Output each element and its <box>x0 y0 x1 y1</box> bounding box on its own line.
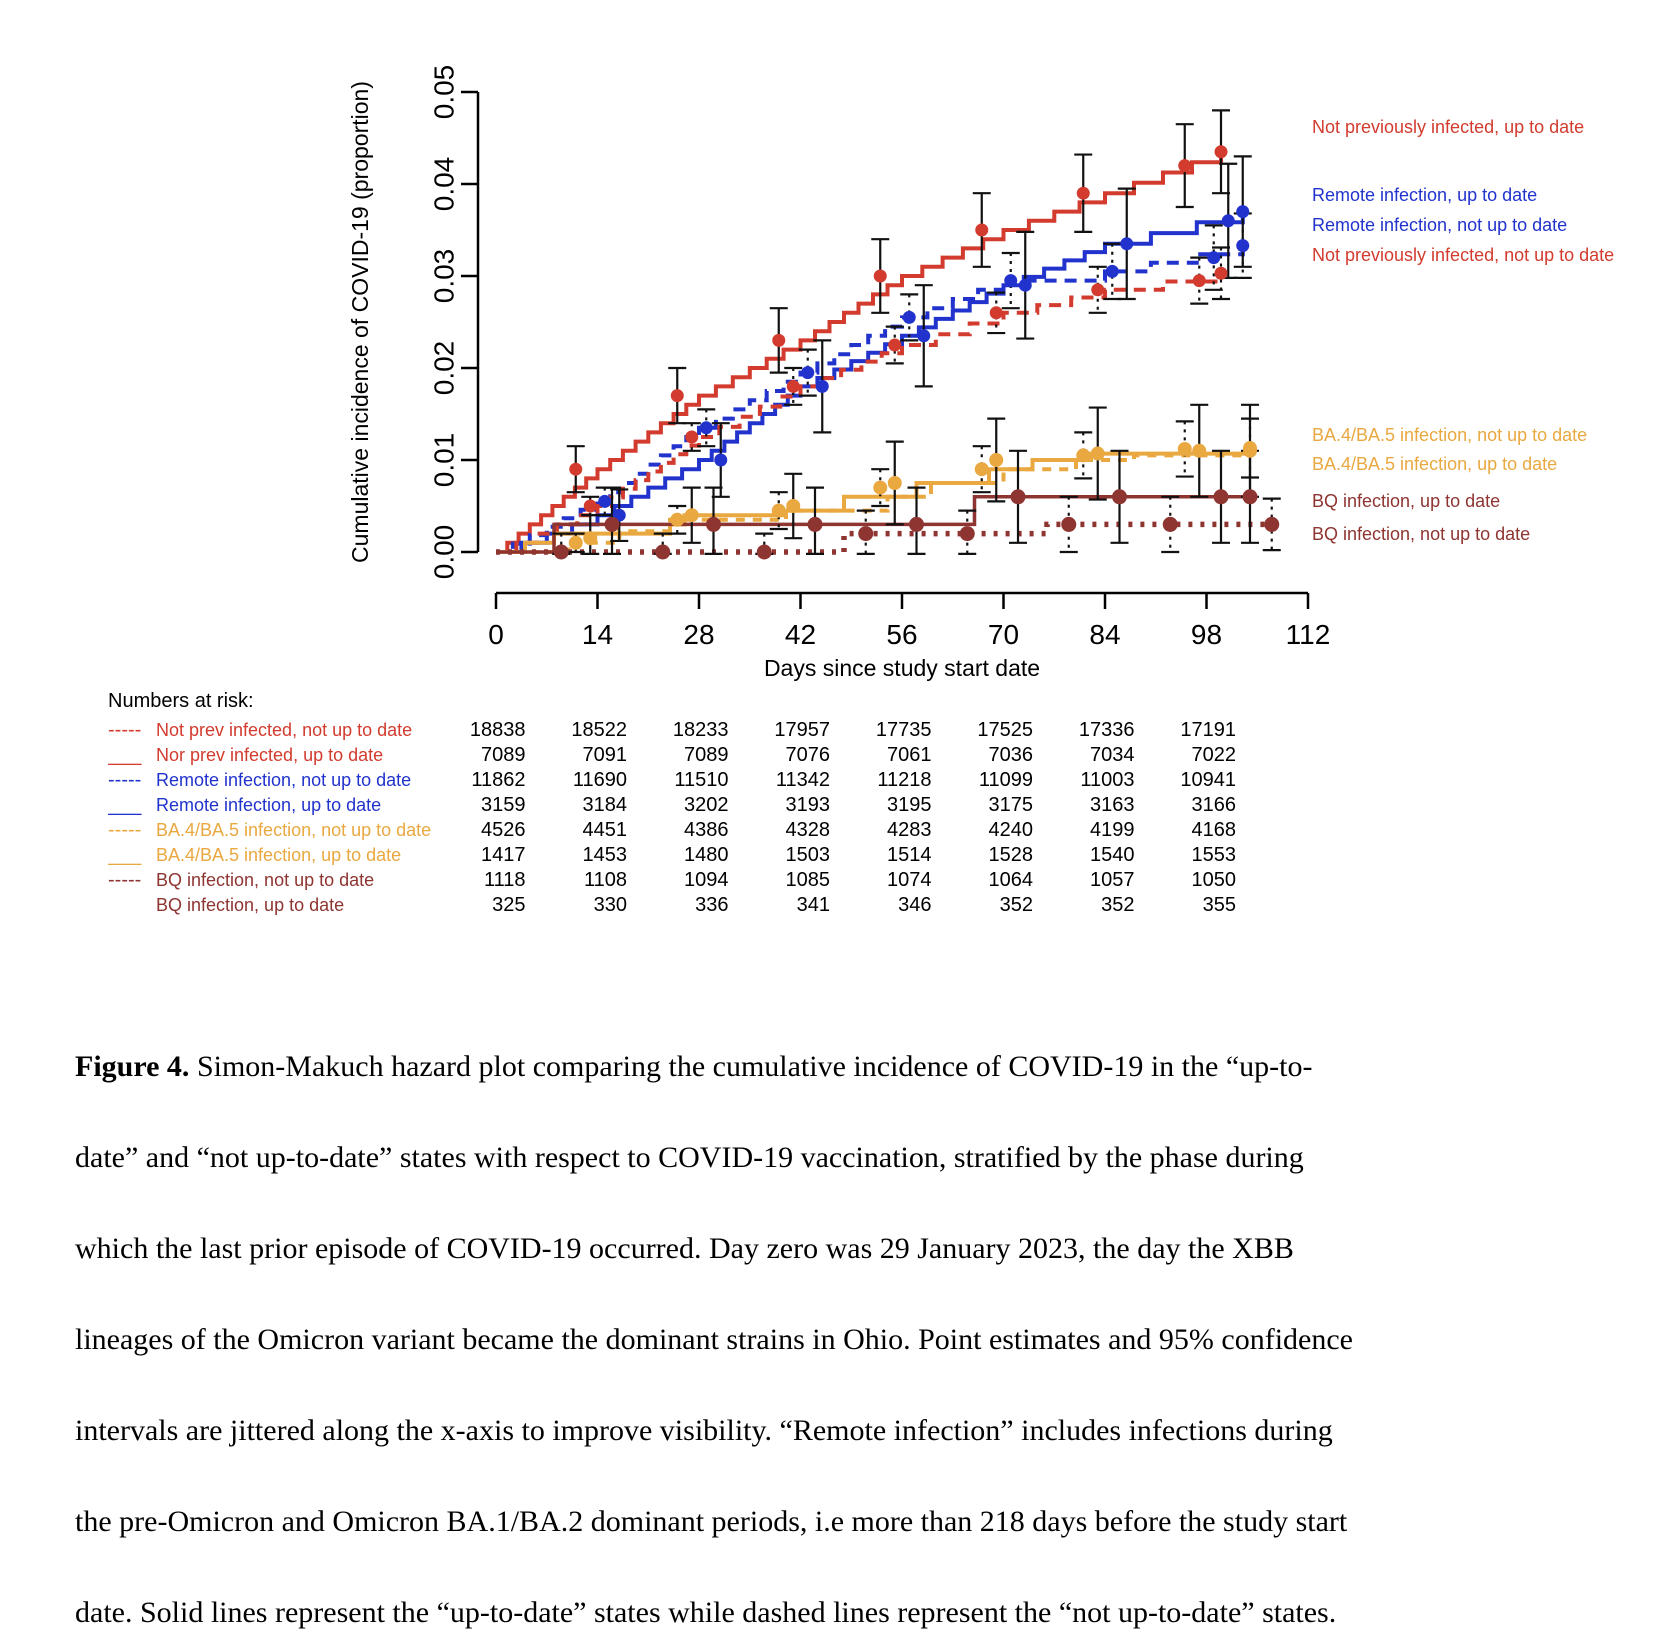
risk-row-line-sample: ___ <box>108 844 142 866</box>
risk-count: 18233 <box>672 719 729 741</box>
point-estimate <box>1178 442 1192 456</box>
risk-count: 11342 <box>775 769 830 791</box>
point-estimate <box>873 481 887 495</box>
risk-count: 17957 <box>774 719 830 741</box>
point-estimate <box>671 389 684 402</box>
point-estimate <box>1222 214 1235 227</box>
point-estimate <box>808 517 823 532</box>
risk-count: 7061 <box>887 744 932 766</box>
point-estimate <box>1112 489 1127 504</box>
point-estimate <box>975 462 989 476</box>
risk-count: 1064 <box>988 869 1033 891</box>
numbers-at-risk-row <box>108 768 1236 793</box>
point-estimate <box>1091 447 1105 461</box>
point-estimate <box>874 270 887 283</box>
risk-count: 7091 <box>582 744 627 766</box>
point-estimate <box>787 380 800 393</box>
point-estimate <box>1214 489 1229 504</box>
point-estimate <box>1011 489 1026 504</box>
legend-item-ba45-up-to-date: BA.4/BA.5 infection, up to date <box>1312 454 1558 474</box>
legend-item-bq-up-to-date: BQ infection, up to date <box>1312 491 1501 511</box>
point-estimate <box>888 476 902 490</box>
risk-row-line-sample: ___ <box>108 794 142 816</box>
point-estimate <box>1019 279 1032 292</box>
risk-count: 4240 <box>988 819 1033 841</box>
risk-count: 1074 <box>887 869 932 891</box>
risk-count: 3159 <box>481 794 526 816</box>
x-tick-label: 56 <box>886 619 918 650</box>
point-estimate <box>706 517 721 532</box>
risk-row-label: Nor prev infected, up to date <box>156 745 384 765</box>
point-estimate <box>569 536 583 550</box>
risk-count: 3193 <box>785 794 830 816</box>
point-estimate <box>1106 265 1119 278</box>
legend-item-remote-infection-up-to-date: Remote infection, up to date <box>1312 185 1538 205</box>
point-estimate <box>989 453 1003 467</box>
point-estimate <box>1236 205 1249 218</box>
risk-count: 355 <box>1202 894 1236 916</box>
risk-count: 11510 <box>674 769 729 791</box>
risk-count: 1057 <box>1090 869 1135 891</box>
caption-line: which the last prior episode of COVID-19 occurred. Day zero was 29 January 2023, the day the XBB <box>75 1232 1294 1265</box>
risk-count: 11862 <box>471 769 526 791</box>
point-estimate <box>655 545 670 560</box>
numbers-at-risk-title: Numbers at risk: <box>108 690 254 712</box>
risk-count: 1094 <box>684 869 729 891</box>
risk-count: 1050 <box>1191 869 1236 891</box>
risk-count: 17191 <box>1180 719 1236 741</box>
numbers-at-risk-table <box>108 718 1236 918</box>
risk-count: 1503 <box>785 844 830 866</box>
numbers-at-risk-row <box>108 843 1236 868</box>
risk-count: 3166 <box>1191 794 1236 816</box>
risk-row-line-sample: ----- <box>108 819 142 841</box>
caption-line: lineages of the Omicron variant became the dominant strains in Ohio. Point estimates and 95% confidence <box>75 1323 1353 1356</box>
risk-count: 1480 <box>684 844 729 866</box>
series-line <box>496 152 1221 552</box>
point-estimate <box>888 339 901 352</box>
caption-line-text: Simon-Makuch hazard plot comparing the cumulative incidence of COVID-19 in the “up-to- <box>189 1050 1313 1083</box>
risk-count: 4526 <box>481 819 526 841</box>
point-estimate <box>816 380 829 393</box>
risk-count: 1085 <box>785 869 830 891</box>
point-estimate <box>569 463 582 476</box>
figure-caption <box>75 1050 1620 1634</box>
risk-row-line-sample: ----- <box>108 719 142 741</box>
x-tick-label: 98 <box>1190 619 1223 650</box>
risk-count: 10941 <box>1180 769 1236 791</box>
x-tick-label: 28 <box>683 619 715 650</box>
x-tick-label: 0 <box>488 619 504 650</box>
point-estimate <box>1077 187 1090 200</box>
point-estimate <box>975 224 988 237</box>
risk-row-label: BA.4/BA.5 infection, up to date <box>156 845 402 865</box>
hazard-plot <box>0 0 1656 690</box>
risk-count: 352 <box>999 894 1033 916</box>
figure-label: Figure 4. <box>75 1050 190 1083</box>
series-not-previously-infected-up-to-date <box>496 152 1221 552</box>
legend-item-remote-infection-not-up-to-date: Remote infection, not up to date <box>1312 215 1568 235</box>
risk-count: 1528 <box>988 844 1033 866</box>
risk-row-line-sample: ___ <box>108 744 142 766</box>
legend-item-bq-not-up-to-date: BQ infection, not up to date <box>1312 524 1531 544</box>
risk-count: 11690 <box>572 769 627 791</box>
point-estimate <box>584 500 597 513</box>
risk-count: 3195 <box>887 794 932 816</box>
risk-row-label: Remote infection, up to date <box>156 795 382 815</box>
points-remote-infection-up-to-date <box>613 205 1250 522</box>
caption-line <box>75 1050 1620 1141</box>
point-estimate <box>1163 517 1178 532</box>
risk-row-label: Remote infection, not up to date <box>156 770 412 790</box>
risk-count: 17336 <box>1078 719 1135 741</box>
risk-count: 1540 <box>1090 844 1135 866</box>
point-estimate <box>1193 274 1206 287</box>
point-estimate <box>1061 517 1076 532</box>
point-estimate <box>1243 444 1257 458</box>
risk-count: 3184 <box>582 794 627 816</box>
caption-line: date” and “not up-to-date” states with respect to COVID-19 vaccination, stratified by the phase during <box>75 1141 1304 1174</box>
risk-count: 7036 <box>988 744 1033 766</box>
risk-count: 4283 <box>887 819 932 841</box>
risk-row-line-sample <box>108 893 156 918</box>
y-tick-label: 0.04 <box>428 156 460 212</box>
risk-count: 7089 <box>481 744 526 766</box>
point-estimate <box>1076 448 1090 462</box>
numbers-at-risk-row <box>108 743 1236 768</box>
point-estimate <box>1207 251 1220 264</box>
x-tick-label: 84 <box>1089 619 1121 650</box>
numbers-at-risk-row <box>108 893 1236 918</box>
ci-not-previously-infected-up-to-date <box>567 110 1230 492</box>
x-tick-label: 112 <box>1285 619 1331 650</box>
legend-item-ba45-not-up-to-date: BA.4/BA.5 infection, not up to date <box>1312 425 1588 445</box>
y-axis <box>347 65 478 580</box>
caption-line: intervals are jittered along the x-axis to improve visibility. “Remote infection” includes infections during <box>75 1414 1333 1447</box>
point-estimate <box>1215 145 1228 158</box>
risk-count: 1553 <box>1191 844 1236 866</box>
risk-count: 18522 <box>571 719 627 741</box>
point-estimate <box>714 454 727 467</box>
point-estimate <box>1236 239 1249 252</box>
point-estimate <box>685 431 698 444</box>
x-tick-label: 70 <box>987 619 1020 650</box>
x-axis <box>488 593 1330 681</box>
point-estimate <box>670 513 684 527</box>
risk-count: 4386 <box>684 819 729 841</box>
risk-count: 3175 <box>988 794 1033 816</box>
risk-count: 3202 <box>684 794 729 816</box>
risk-count: 325 <box>492 894 526 916</box>
y-tick-label: 0.02 <box>428 340 460 396</box>
ci-bq-infection-up-to-date <box>603 451 1259 554</box>
risk-count: 4328 <box>785 819 830 841</box>
risk-count: 1417 <box>481 844 526 866</box>
y-tick-label: 0.00 <box>428 524 460 580</box>
risk-count: 1108 <box>583 869 627 891</box>
risk-count: 1118 <box>483 869 526 891</box>
risk-count: 1453 <box>582 844 627 866</box>
x-axis-title: Days since study start date <box>763 655 1041 681</box>
risk-row-label: BQ infection, up to date <box>156 895 345 915</box>
point-estimate <box>1264 517 1279 532</box>
legend-item-not-prev-infected-up-to-date: Not previously infected, up to date <box>1312 117 1585 137</box>
y-tick-label: 0.05 <box>428 64 460 120</box>
point-estimate <box>1004 274 1017 287</box>
y-axis-title: Cumulative incidence of COVID-19 (proportion) <box>347 81 373 563</box>
risk-count: 11218 <box>877 769 932 791</box>
point-estimate <box>700 421 713 434</box>
risk-count: 7022 <box>1191 744 1236 766</box>
point-estimate <box>909 517 924 532</box>
risk-count: 352 <box>1101 894 1135 916</box>
point-estimate <box>858 526 873 541</box>
point-estimate <box>1120 237 1133 250</box>
risk-count: 7034 <box>1090 744 1135 766</box>
point-estimate <box>583 531 597 545</box>
caption-line: date. Solid lines represent the “up-to-date” states while dashed lines represent the “not up-to-date” states. <box>75 1596 1337 1629</box>
risk-count: 17525 <box>977 719 1033 741</box>
x-tick-label: 42 <box>784 619 817 650</box>
point-estimate <box>990 306 1003 319</box>
risk-count: 341 <box>796 894 830 916</box>
numbers-at-risk-row <box>108 818 1236 843</box>
risk-count: 4451 <box>582 819 627 841</box>
risk-row-label: BQ infection, not up to date <box>156 870 375 890</box>
risk-row-line-sample: ----- <box>108 869 142 891</box>
risk-count: 4199 <box>1090 819 1135 841</box>
point-estimate <box>801 366 814 379</box>
risk-count: 3163 <box>1090 794 1135 816</box>
numbers-at-risk-row <box>108 718 1236 743</box>
caption-line: the pre-Omicron and Omicron BA.1/BA.2 dominant periods, i.e more than 218 days before the study start <box>75 1505 1348 1538</box>
point-estimate <box>917 329 930 342</box>
y-tick-label: 0.01 <box>428 432 460 488</box>
point-estimate <box>772 504 786 518</box>
risk-count: 11003 <box>1080 769 1135 791</box>
point-estimate <box>554 545 569 560</box>
point-estimate <box>685 508 699 522</box>
risk-count: 346 <box>898 894 932 916</box>
point-estimate <box>598 495 611 508</box>
risk-count: 17735 <box>875 719 932 741</box>
point-estimate <box>960 526 975 541</box>
risk-row-label: Not prev infected, not up to date <box>156 720 413 740</box>
risk-count: 11099 <box>978 769 1033 791</box>
point-estimate <box>786 499 800 513</box>
point-estimate <box>1243 489 1258 504</box>
x-tick-label: 14 <box>581 619 614 650</box>
risk-count: 18838 <box>469 719 526 741</box>
risk-row-label: BA.4/BA.5 infection, not up to date <box>156 820 432 840</box>
point-estimate <box>772 334 785 347</box>
numbers-at-risk-row <box>108 793 1236 818</box>
risk-count: 7089 <box>684 744 729 766</box>
y-tick-label: 0.03 <box>428 248 460 304</box>
risk-count: 1514 <box>887 844 932 866</box>
point-estimate <box>903 311 916 324</box>
risk-count: 336 <box>695 894 729 916</box>
risk-count: 7076 <box>785 744 830 766</box>
point-estimate <box>1192 444 1206 458</box>
numbers-at-risk-row <box>108 868 1236 893</box>
point-estimate <box>1091 283 1104 296</box>
point-estimate <box>757 545 772 560</box>
legend-item-not-prev-infected-not-up-to-date: Not previously infected, not up to date <box>1312 245 1615 265</box>
risk-count: 330 <box>593 894 627 916</box>
point-estimate <box>605 517 620 532</box>
point-estimate <box>1178 159 1191 172</box>
point-estimate <box>1215 267 1228 280</box>
ci-not-previously-infected-not-up-to-date <box>581 247 1230 515</box>
risk-count: 4168 <box>1191 819 1236 841</box>
risk-row-line-sample: ----- <box>108 769 142 791</box>
